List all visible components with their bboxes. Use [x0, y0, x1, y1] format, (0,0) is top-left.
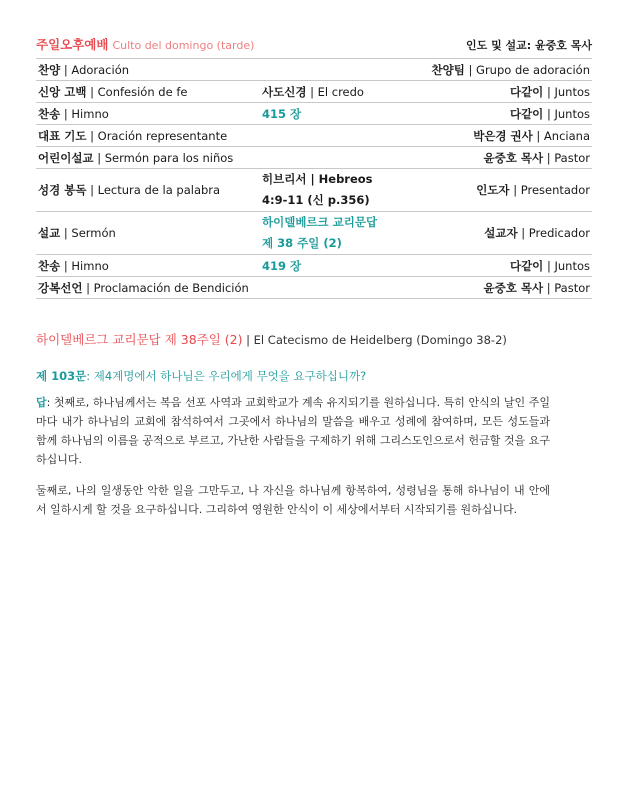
item-name-es: | Proclamación de Bendición [82, 280, 249, 295]
answer-paragraph-1 [36, 393, 550, 469]
catechism-question [36, 368, 366, 384]
item-person: 다같이 [509, 106, 544, 121]
question-text: : 제4계명에서 하나님은 우리에게 무엇을 요구하십니까? [86, 369, 367, 383]
answer-text: : 첫째로, 하나님께서는 복음 선포 사역과 교회학교가 계속 유지되기를 원하십니다. 특히 안식의 날인 주일마다 내가 하나님의 교회에 참석하여서 그곳에서 하나님의 말씀을 배우고 성례에 참여하며, 모든 성도들과 함께 하나님의 이름을 공적으로 부르고, 가난한 사람들을 구제하기 위해 그리스도인으로서 헌금할 것을 요구하십니다. [36, 396, 550, 466]
catechism-title [36, 330, 507, 348]
sermon-subtitle: 제 38 주일 (2) [262, 236, 342, 250]
item-person-es: | Presentador [509, 183, 590, 197]
table-row [36, 255, 592, 277]
item-person-es: | Juntos [543, 84, 590, 99]
service-leader: 인도 및 설교: 윤중호 목사 [466, 39, 592, 52]
table-row [36, 277, 592, 299]
service-title-ko: 주일오후예배 [36, 37, 109, 52]
table-row [36, 169, 592, 212]
item-name: 찬송 [38, 258, 61, 273]
service-title [36, 30, 254, 60]
table-row [36, 125, 592, 147]
item-name: 강복선언 [38, 280, 83, 295]
item-person-es: | Juntos [543, 258, 590, 273]
table-row [36, 59, 592, 81]
item-name: 찬송 [38, 106, 61, 121]
hymn-number: 419 장 [262, 258, 302, 273]
item-detail-es: | El credo [306, 84, 364, 99]
item-name-es: | Himno [60, 258, 109, 273]
item-person-es: | Pastor [543, 280, 590, 295]
table-row [36, 147, 592, 169]
item-name: 신앙 고백 [38, 84, 87, 99]
service-title-es: Culto del domingo (tarde) [112, 39, 255, 52]
item-name-es: | Sermón para los niños [93, 150, 234, 165]
item-name-es: | Oración representante [86, 128, 228, 143]
table-row [36, 103, 592, 125]
table-row [36, 212, 592, 255]
item-person: 찬양팀 [431, 62, 465, 77]
worship-order [36, 30, 592, 299]
item-person: 박은경 권사 [473, 128, 533, 143]
item-name: 성경 봉독 [38, 183, 87, 197]
item-person-es: | Predicador [517, 226, 590, 240]
item-person-es: | Pastor [543, 150, 590, 165]
catechism-title-es: | El Catecismo de Heidelberg (Domingo 38-2) [242, 333, 507, 347]
item-detail: 사도신경 [262, 84, 307, 99]
item-name-es: | Sermón [60, 226, 116, 240]
answer-paragraph-2: 둘째로, 나의 일생동안 악한 일을 그만두고, 나 자신을 하나님께 항복하여, 성령님을 통해 하나님이 내 안에서 일하시게 할 것을 요구하십니다. 그리하여 영원한 안식이 이 세상에서부터 시작되기를 원하십니다. [36, 484, 550, 516]
item-person-es: | Juntos [543, 106, 590, 121]
hymn-number: 415 장 [262, 106, 302, 121]
service-header [36, 30, 592, 59]
item-person: 인도자 [476, 183, 510, 197]
order-table [36, 59, 592, 299]
question-number: 제 103문 [36, 369, 87, 383]
catechism-title-ko: 하이델베르그 교리문답 제 38주일 (2) [36, 332, 243, 347]
item-name-es: | Himno [60, 106, 109, 121]
item-name: 어린이설교 [38, 150, 94, 165]
item-person: 설교자 [484, 226, 518, 240]
item-person-es: | Anciana [532, 128, 590, 143]
table-row [36, 81, 592, 103]
answer-label: 답 [36, 396, 47, 409]
item-person: 다같이 [509, 84, 544, 99]
scripture-ref: 히브리서 | Hebreos [262, 172, 373, 186]
item-name: 찬양 [38, 62, 61, 77]
item-name-es: | Lectura de la palabra [86, 183, 221, 197]
sermon-title: 하이델베르크 교리문답 [262, 215, 378, 229]
scripture-verse: 4:9-11 (신 p.356) [262, 193, 370, 207]
item-person: 다같이 [509, 258, 544, 273]
item-name: 설교 [38, 226, 61, 240]
item-person: 윤중호 목사 [483, 150, 544, 165]
item-name-es: | Adoración [60, 62, 130, 77]
item-name-es: | Confesión de fe [86, 84, 188, 99]
item-name: 대표 기도 [38, 128, 87, 143]
item-person-es: | Grupo de adoración [464, 62, 590, 77]
item-person: 윤중호 목사 [483, 280, 544, 295]
